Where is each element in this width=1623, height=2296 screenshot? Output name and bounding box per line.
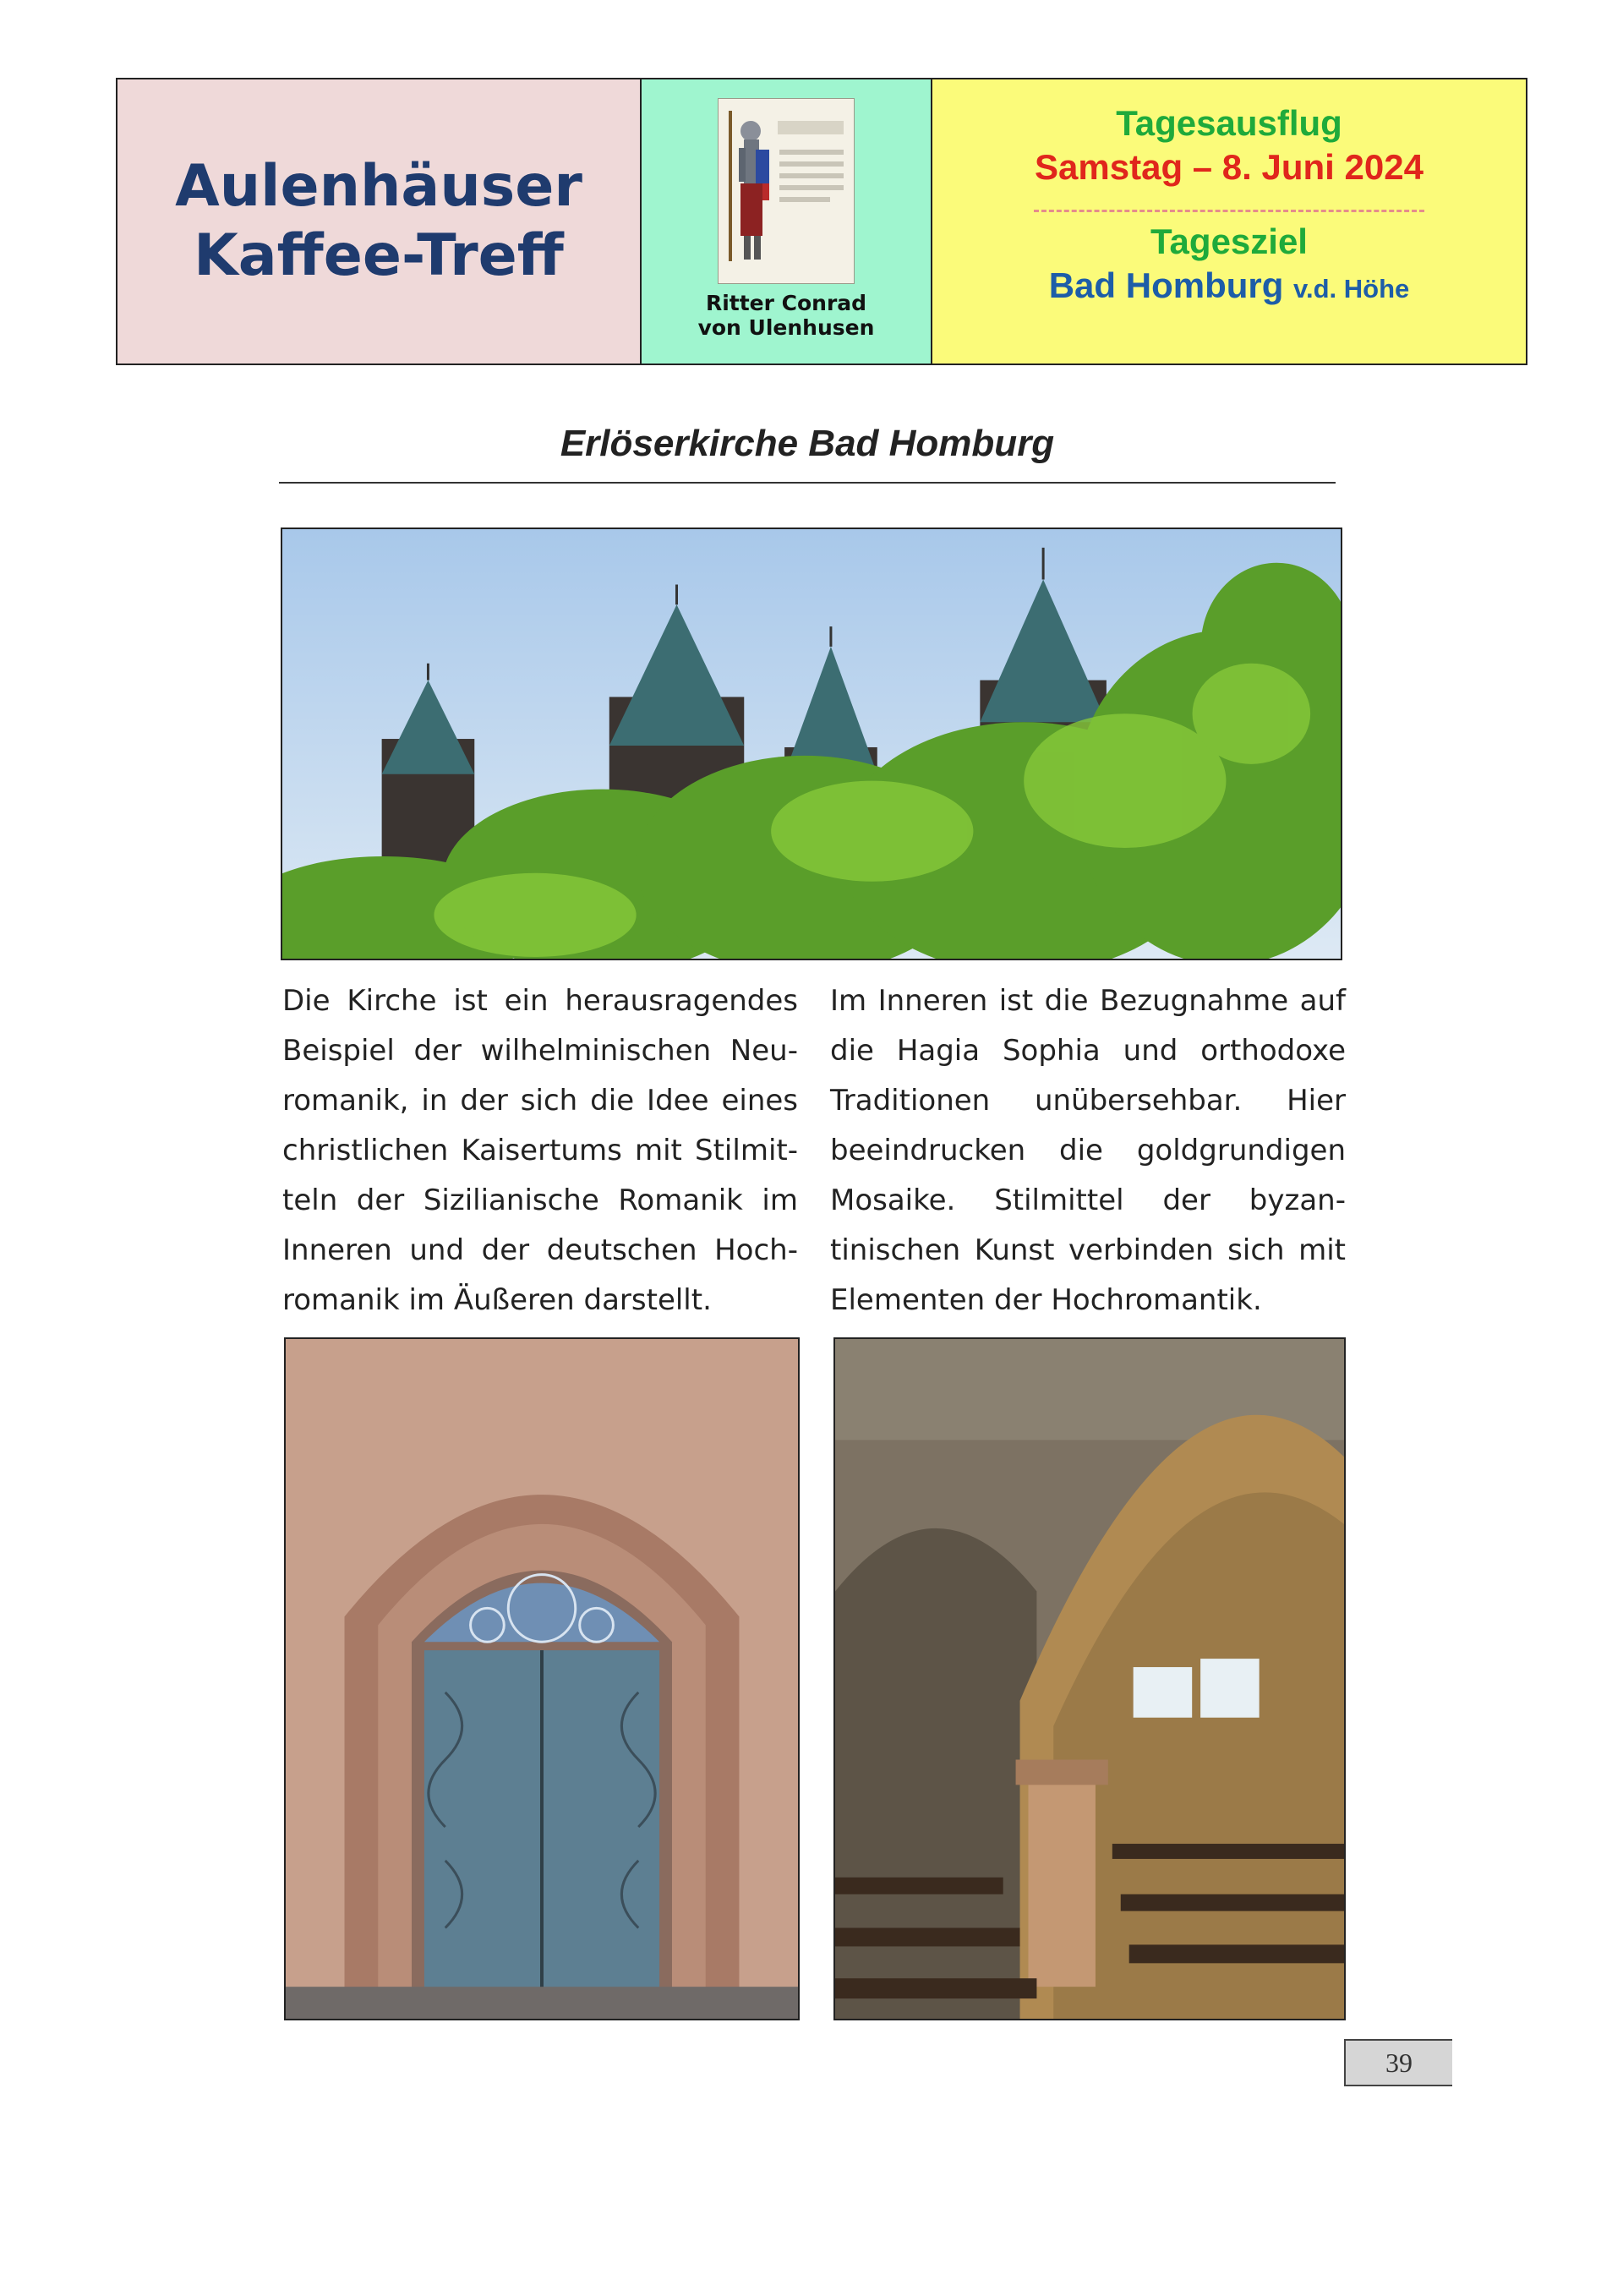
trip-date: Samstag – 8. Juni 2024 bbox=[1035, 147, 1424, 187]
destination bbox=[932, 265, 1526, 306]
right-paragraph: Im Inneren ist die Bezugnahme auf die Hagia Sophia und orthodoxe Traditionen unübersehbar. Hier beeindrucken die goldgrundigen Mosaike. Stilmittel der byzantinischen Kunst verbinden sich mit Elementen der Hochromantik. bbox=[830, 984, 1346, 1317]
divider bbox=[1034, 210, 1424, 212]
destination-name: Bad Homburg bbox=[1048, 265, 1284, 305]
knight-cell bbox=[642, 79, 932, 364]
portal-photo bbox=[284, 1337, 800, 2020]
trip-info-cell bbox=[932, 79, 1526, 364]
club-name-cell bbox=[117, 79, 642, 364]
knight-caption-line2: von Ulenhusen bbox=[697, 315, 875, 340]
page-title: Erlöserkirche Bad Homburg bbox=[560, 423, 1055, 464]
club-name-line2: Kaffee-Treff bbox=[194, 222, 564, 289]
page-number: 39 bbox=[1344, 2039, 1452, 2086]
club-name-line1: Aulenhäuser bbox=[175, 153, 582, 220]
church-towers-photo bbox=[281, 528, 1342, 960]
title-rule bbox=[279, 482, 1336, 484]
knight-image bbox=[718, 98, 855, 284]
knight-caption bbox=[642, 291, 931, 340]
destination-suffix: v.d. Höhe bbox=[1293, 274, 1410, 303]
interior-photo bbox=[833, 1337, 1346, 2020]
knight-caption-line1: Ritter Conrad bbox=[705, 291, 867, 315]
destination-label: Tagesziel bbox=[1150, 221, 1308, 261]
trip-label: Tagesausflug bbox=[1116, 103, 1342, 143]
left-paragraph: Die Kirche ist ein herausragendes Beispiel der wilhelminischen Neuromanik, in der sich die Idee eines christlichen Kaisertums mit Stilmitteln der Sizilianische Romanik im Inneren und der deutschen Hochromanik im Äußeren darstellt. bbox=[282, 984, 798, 1317]
header-box bbox=[116, 78, 1527, 365]
club-name bbox=[175, 152, 582, 291]
